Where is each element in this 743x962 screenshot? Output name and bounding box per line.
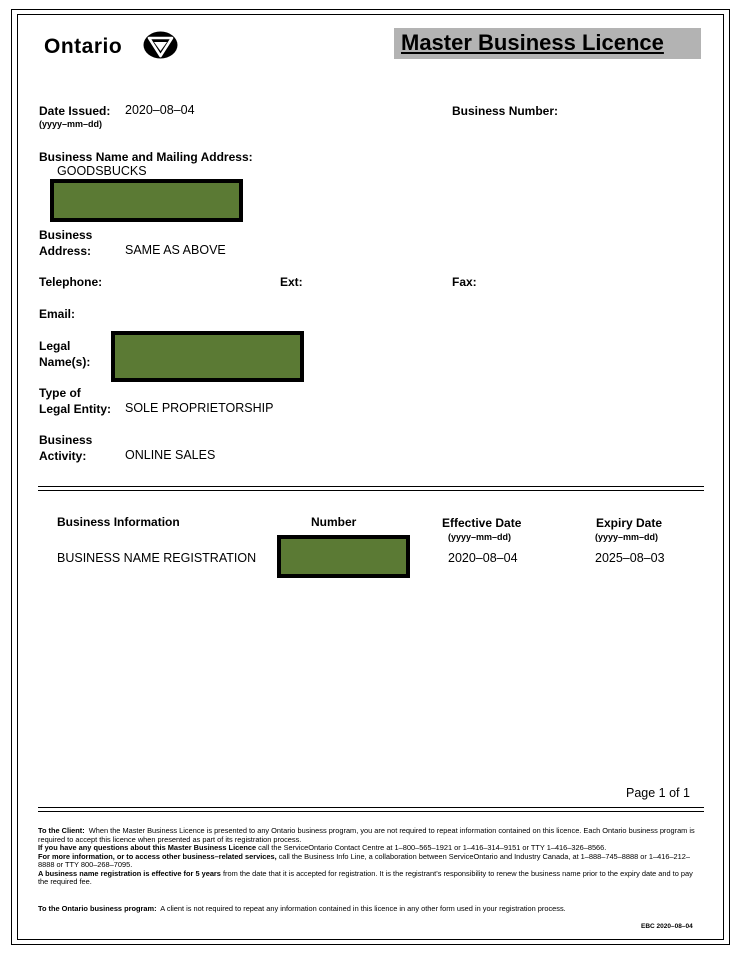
activity-value: ONLINE SALES — [125, 448, 216, 462]
names-label: Name(s): — [39, 355, 91, 369]
footer-notes — [38, 827, 704, 887]
legal-entity-label: Legal Entity: — [39, 402, 112, 416]
program-note-text: A client is not required to repeat any information contained in this licence in any other form used in your registration process. — [160, 904, 566, 913]
footer-divider-bottom — [38, 811, 704, 812]
document-title: Master Business Licence — [401, 30, 664, 55]
effective-date-format: (yyyy–mm–dd) — [448, 532, 512, 542]
ontario-wordmark: Ontario — [44, 35, 123, 58]
legal-entity-value: SOLE PROPRIETORSHIP — [125, 401, 274, 415]
row-effective-date: 2020–08–04 — [448, 551, 518, 565]
questions-note-bold: If you have any questions about this Master Business Licence — [38, 843, 257, 852]
section-divider-bottom — [38, 490, 704, 491]
footer-divider-top — [38, 807, 704, 808]
email-label: Email: — [39, 307, 76, 321]
telephone-label: Telephone: — [39, 275, 103, 289]
questions-note-text: call the ServiceOntario Contact Centre at 1–800–565–1921 or 1–416–314–9151 or TTY 1–416–326–8566. — [258, 843, 607, 852]
renewal-note — [38, 870, 704, 887]
legal-label: Legal — [39, 339, 71, 353]
section-divider-top — [38, 486, 704, 487]
redacted-mailing-address — [50, 179, 243, 222]
col-header-expiry-date: Expiry Date — [596, 516, 663, 530]
col-header-number: Number — [311, 515, 357, 529]
date-format-hint: (yyyy–mm–dd) — [39, 119, 103, 129]
col-header-effective-date: Effective Date — [442, 516, 522, 530]
renewal-note-text: from the date that it is accepted for registration. It is the registrant’s responsibility to renew the business name prior to the expiry date and to pay the required fee. — [38, 868, 693, 886]
date-issued-label: Date Issued: — [39, 104, 111, 118]
activity-business-label: Business — [39, 433, 93, 447]
program-note — [38, 905, 704, 914]
business-name-value: GOODSBUCKS — [57, 164, 147, 178]
date-issued-value: 2020–08–04 — [125, 103, 195, 117]
client-note-label: To the Client: — [38, 826, 85, 835]
more-info-note-bold: For more information, or to access other business–related services, — [38, 851, 277, 861]
row-expiry-date: 2025–08–03 — [595, 551, 665, 565]
business-label: Business — [39, 228, 93, 242]
redacted-legal-names — [111, 331, 304, 382]
name-address-label: Business Name and Mailing Address: — [39, 150, 253, 164]
ontario-trillium-icon — [143, 31, 178, 59]
fax-label: Fax: — [452, 275, 477, 289]
more-info-note-text: call the Business Info Line, a collaboration between ServiceOntario and Industry Canada, at 1–888–745–8888 or 1–416–212–8888 or TTY 800–268–7095. — [38, 851, 690, 869]
ext-label: Ext: — [280, 275, 303, 289]
program-note-label: To the Ontario business program: — [38, 904, 157, 913]
row-business-information: BUSINESS NAME REGISTRATION — [57, 551, 257, 565]
redacted-registration-number — [277, 535, 410, 578]
col-header-business-information: Business Information — [57, 515, 180, 529]
business-address-value: SAME AS ABOVE — [125, 243, 226, 257]
renewal-note-bold: A business name registration is effective for 5 years — [38, 868, 221, 878]
form-code: EBC 2020–08–04 — [641, 923, 693, 930]
page-number: Page 1 of 1 — [626, 786, 690, 800]
type-of-label: Type of — [39, 386, 81, 400]
expiry-date-format: (yyyy–mm–dd) — [595, 532, 659, 542]
activity-label: Activity: — [39, 449, 87, 463]
client-note — [38, 827, 704, 844]
more-info-note — [38, 853, 704, 870]
business-number-label: Business Number: — [452, 104, 559, 118]
address-label: Address: — [39, 244, 92, 258]
client-note-text: When the Master Business Licence is presented to any Ontario business program, you are not required to repeat information contained on this licence. Each Ontario business program is required to accept this licence when presented as part of its registration process. — [38, 826, 695, 844]
